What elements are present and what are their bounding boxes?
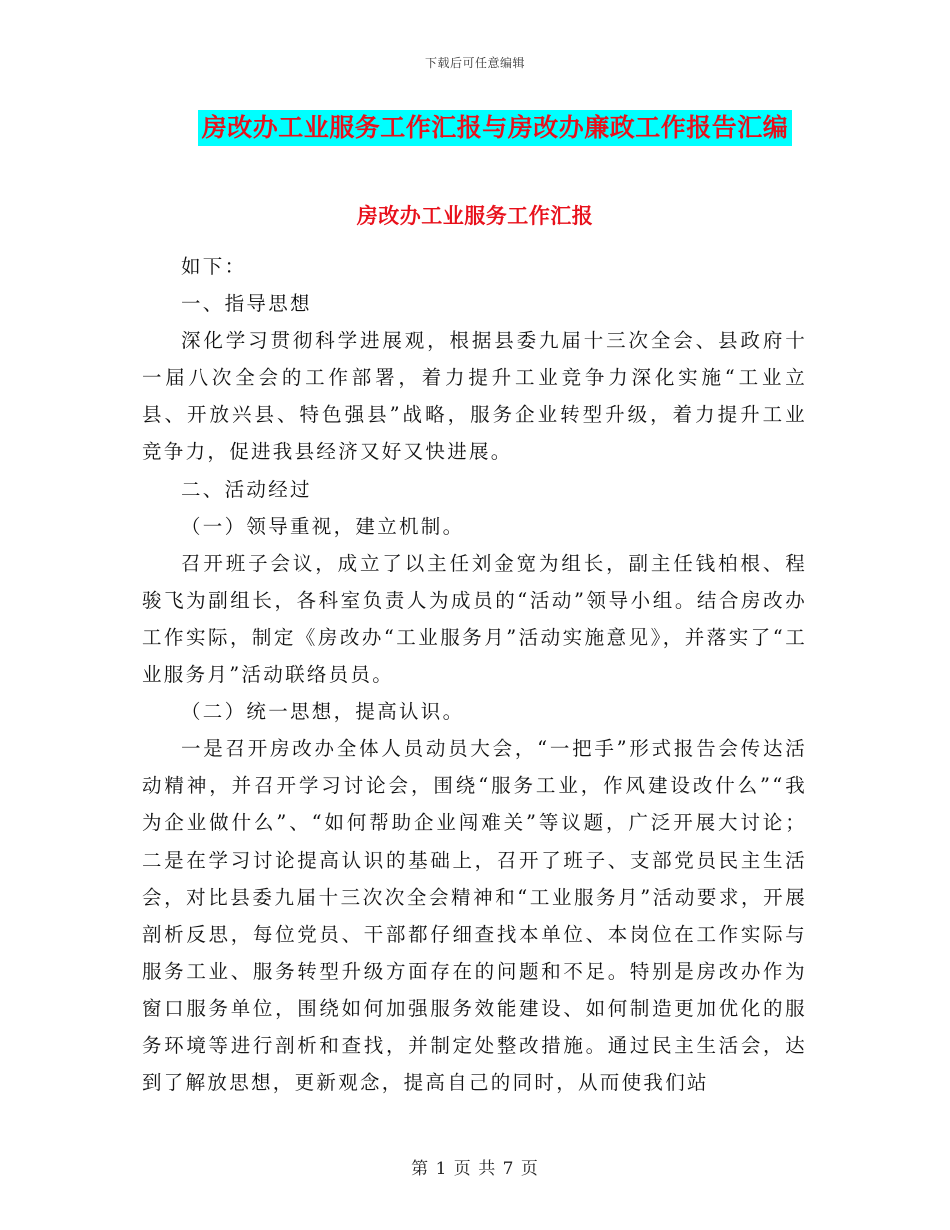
paragraph: 深化学习贯彻科学进展观，根据县委九届十三次全会、县政府十一届八次全会的工作部署，着力提升工业竞争力深化实施“工业立县、开放兴县、特色强县”战略，服务企业转型升级，着力提升工业竞争力，促进我县经济又好又快进展。 (142, 329, 807, 464)
paragraph: （一）领导重视，建立机制。 (181, 514, 465, 538)
document-title-container (0, 110, 950, 146)
paragraph: 一是召开房改办全体人员动员大会，“一把手”形式报告会传达活动精神，并召开学习讨论会，围绕“服务工业，作风建设改什么”“我为企业做什么”、“如何帮助企业闯难关”等议题，广泛开展大讨论；二是在学习讨论提高认识的基础上，召开了班子、支部党员民主生活会，对比县委九届十三次次全会精神和“工业服务月”活动要求，开展剖析反思，每位党员、干部都仔细查找本单位、本岗位在工作实际与服务工业、服务转型升级方面存在的问题和不足。特别是房改办作为窗口服务单位，围绕如何加强服务效能建设、如何制造更加优化的服务环境等进行剖析和查找，并制定处整改措施。通过民主生活会，达到了解放思想，更新观念，提高自己的同时，从而使我们站 (142, 737, 807, 1095)
paragraph: 一、指导思想 (181, 292, 312, 316)
paragraph: 召开班子会议，成立了以主任刘金宽为组长，副主任钱柏根、程骏飞为副组长，各科室负责人为成员的“活动”领导小组。结合房改办工作实际，制定《房改办“工业服务月”活动实施意见》，并落实了“工业服务月”活动联络员员。 (142, 551, 807, 687)
page-header-note: 下载后可任意编辑 (424, 56, 525, 70)
document-body (142, 248, 807, 1101)
paragraph: （二）统一思想，提高认识。 (181, 700, 465, 724)
page-number: 第 1 页 共 7 页 (411, 1159, 539, 1179)
paragraph: 二、活动经过 (181, 477, 312, 501)
section-title: 房改办工业服务工作汇报 (356, 203, 594, 228)
document-title: 房改办工业服务工作汇报与房改办廉政工作报告汇编 (198, 110, 793, 146)
paragraph: 如下： (181, 255, 247, 278)
